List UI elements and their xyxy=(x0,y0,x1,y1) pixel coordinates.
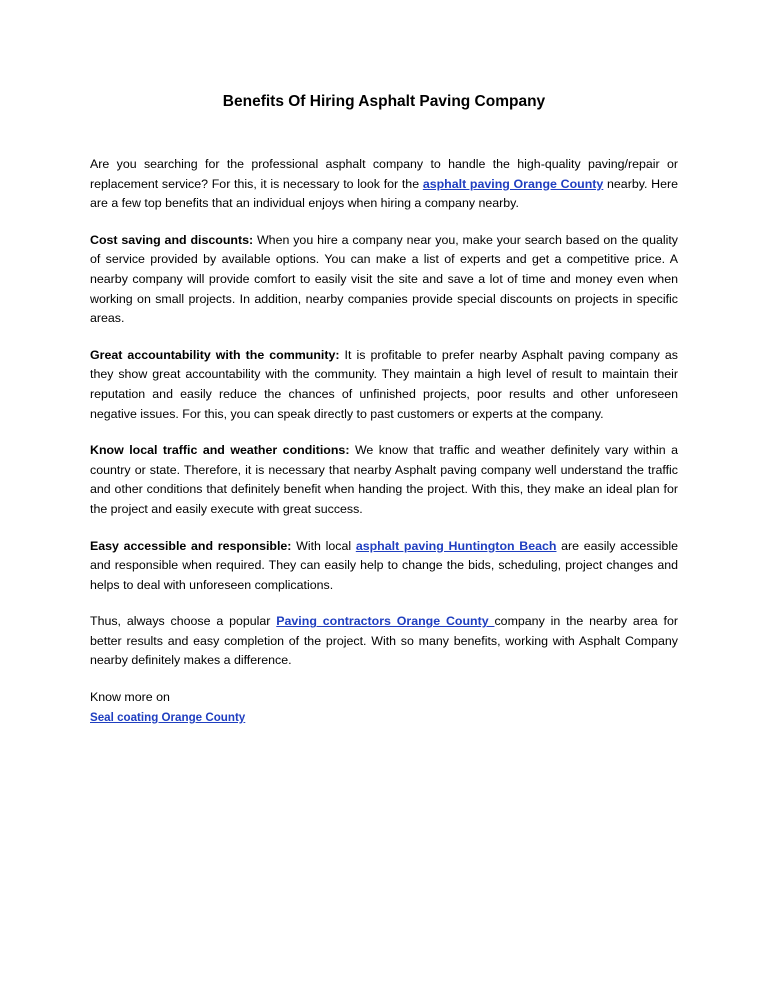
asphalt-paving-orange-county-link[interactable]: asphalt paving Orange County xyxy=(422,176,604,191)
accountability-text: It is profitable to prefer nearby Asphalt paving company as they show great accountability with the community. They maintain a high level of result to maintain their reputation and easily reduce the chances of unfinished projects, poor results and other unforeseen negative issues. For this, you can speak directly to past customers or experts at the company. xyxy=(90,347,678,421)
document-body xyxy=(90,155,678,727)
know-more-paragraph xyxy=(90,688,678,727)
conclusion-text-2: company in the nearby area for better results and easy completion of the project. With so many benefits, working with Asphalt Company nearby definitely makes a difference. xyxy=(90,614,678,668)
seal-coating-orange-county-link[interactable]: Seal coating Orange County xyxy=(90,710,246,724)
conclusion-paragraph xyxy=(90,612,678,671)
accessible-heading: Easy accessible and responsible: xyxy=(90,538,292,553)
traffic-weather-paragraph xyxy=(90,441,678,519)
page-title: Benefits Of Hiring Asphalt Paving Company xyxy=(222,93,546,110)
cost-saving-paragraph xyxy=(90,231,678,329)
accountability-heading: Great accountability with the community: xyxy=(90,347,340,362)
cost-saving-heading: Cost saving and discounts: xyxy=(90,232,254,247)
know-more-label: Know more on xyxy=(90,690,170,705)
traffic-weather-text: We know that traffic and weather definitely vary within a country or state. Therefore, it is necessary that nearby Asphalt paving company well understand the traffic and other conditions that definitely benefit when handing the project. With this, they make an ideal plan for the project and easily execute with great success. xyxy=(90,443,678,516)
cost-saving-text: When you hire a company near you, make your search based on the quality of service provided by available options. You can make a list of experts and get a competitive price. A nearby company will provide comfort to easily visit the site and save a lot of time and money even when working on small projects. In addition, nearby companies provide special discounts on projects in specific areas. xyxy=(90,232,678,326)
conclusion-text-1: Thus, always choose a popular xyxy=(90,614,277,629)
intro-text-1: Are you searching for the professional asphalt company to handle the high-quality paving/repair or replacement service? For this, it is necessary to look for the xyxy=(90,157,678,191)
asphalt-paving-huntington-beach-link[interactable]: asphalt paving Huntington Beach xyxy=(355,538,557,553)
intro-paragraph xyxy=(90,155,678,214)
accessible-text-2: are easily accessible and responsible when required. They can easily help to change the bids, scheduling, project changes and helps to deal with unforeseen complications. xyxy=(90,538,679,592)
accountability-paragraph xyxy=(90,346,678,424)
traffic-weather-heading: Know local traffic and weather conditions: xyxy=(90,443,350,458)
intro-text-2: nearby. Here are a few top benefits that an individual enjoys when hiring a company nearby. xyxy=(90,176,678,211)
accessible-paragraph xyxy=(90,537,678,596)
paving-contractors-orange-county-link[interactable]: Paving contractors Orange County xyxy=(276,614,495,629)
accessible-text-1: With local xyxy=(291,538,356,553)
